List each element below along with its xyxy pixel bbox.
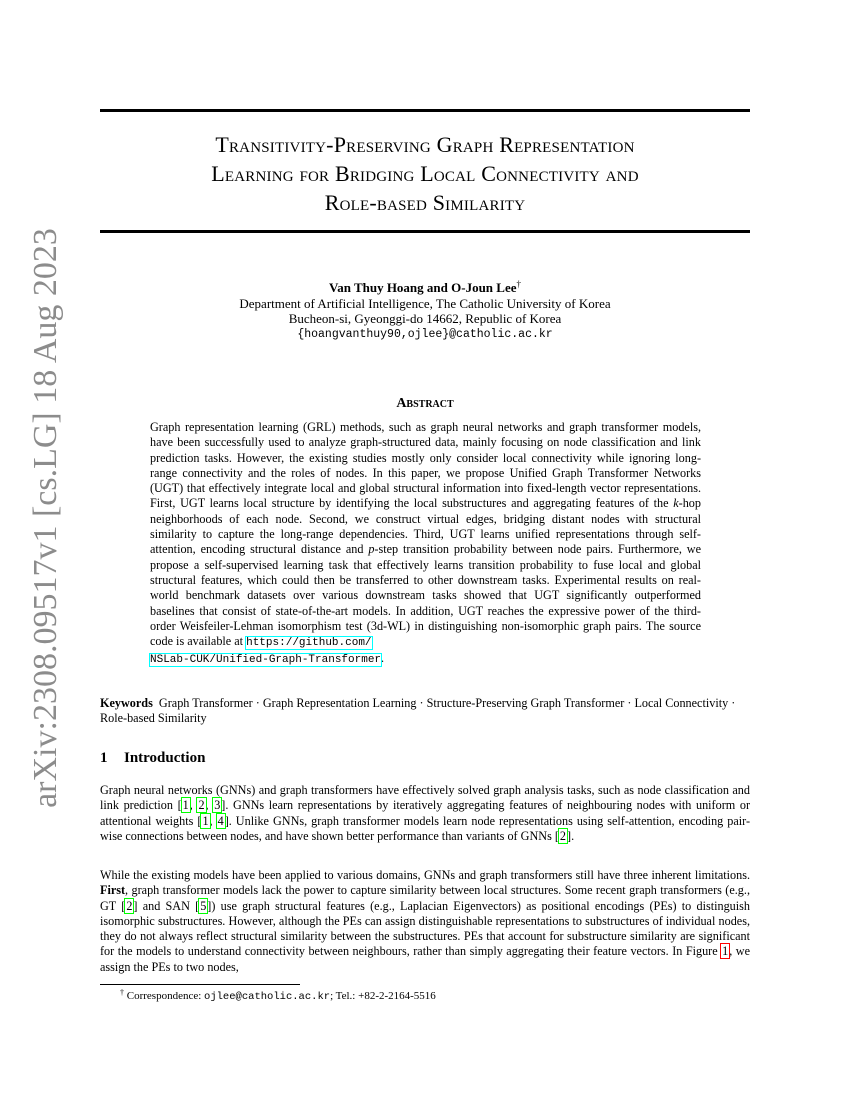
footnote-text-1: Correspondence: — [124, 990, 205, 1002]
section-heading — [100, 750, 205, 767]
title-line-3: Role-based Similarity — [324, 190, 526, 215]
citation-link[interactable]: 3 — [214, 798, 221, 813]
p2-bold-first: First — [100, 883, 126, 898]
footnote-rule — [100, 984, 300, 985]
keywords-label-rest: eywords — [109, 696, 153, 710]
abstract-body — [150, 420, 701, 669]
citation-link[interactable]: 1 — [202, 813, 209, 828]
footnote-mark: † — [120, 988, 124, 997]
intro-paragraph-1: Graph neural networks (GNNs) and graph transformers have effectively solved graph analysis tasks, such as node classification and link prediction [1, 2, 3]. GNNs learn representations by iteratively aggregating features of neighbouring nodes with uniform or attentional weights [1, 4]. Unlike GNNs, graph transformer models learn node representations using self-attention, encoding pair-wise connections between nodes, and have shown better performance than variants of GNNs [2]. — [100, 783, 751, 843]
math-k: k — [673, 496, 679, 511]
arxiv-identifier: arXiv:2308.09517v1 [cs.LG] 18 Aug 2023 — [27, 228, 64, 808]
p2-text-3: and SAN — [137, 898, 196, 913]
title-line-2: Learning for Bridging Local Connectivity and — [211, 161, 639, 186]
abstract-text-3: -step transition probability between node pairs. Furthermore, we propose a self-supervised learning task that effectively learns transition probability to fuse local and global structural features, which could then be transferred to other downstream tasks. Experimental results on real-world benchmark datasets over various downstream tasks showed that UGT significantly outperformed baselines that consist of state-of-the-art models. In addition, UGT reaches the expressive power of the third-order Weisfeiler-Lehman isomorphism test (3d-WL) in distinguishing non-isomorphic graph pairs. The source code is available at — [150, 542, 702, 649]
abstract-text-2: -hop neighborhoods of each node. Second, we construct virtual edges, bridging distant nodes with structural similarity to capture the long-range dependencies. Third, UGT learns unified representations through self-attention, encoding structural distance and — [150, 496, 701, 557]
figure-link[interactable]: 1 — [722, 944, 729, 959]
citation-link[interactable]: 1 — [182, 798, 189, 813]
abstract-text-4: . — [381, 651, 385, 666]
abstract-text-1: Graph representation learning (GRL) methods, such as graph neural networks and graph transformer models, have been successfully used to analyze graph-structured data, mainly focusing on node classification and link prediction tasks. However, the existing studies mostly only consider local connectivity while ignoring long-range connectivity and the roles of nodes. In this paper, we propose Unified Graph Transformer Networks (UGT) that effectively integrate local and global structural information into fixed-length vector representations. First, UGT learns local structure by identifying the local substructures and aggregating features of the — [150, 420, 701, 511]
footnote-email: ojlee@catholic.ac.kr — [204, 991, 331, 1003]
source-code-link-part-1[interactable]: https://github.com/ — [246, 637, 372, 650]
author-names-text: Van Thuy Hoang and O-Joun Lee — [329, 280, 517, 295]
section-number: 1 — [100, 750, 108, 766]
keywords — [100, 696, 750, 727]
title-line-1: Transitivity-Preserving Graph Representation — [215, 132, 635, 157]
keywords-text: Graph Transformer · Graph Representation Learning · Structure-Preserving Graph Transformer · Local Connectivity · Role-based Similarity — [100, 696, 736, 726]
p2-text-5: , we assign the PEs to two nodes, — [100, 944, 750, 974]
citation-link[interactable]: 2 — [559, 828, 567, 843]
p1-text-1: Graph neural networks (GNNs) and graph transformers have effectively solved graph analysis tasks, such as node classification and link prediction — [100, 783, 750, 813]
abstract-heading: Abstract — [396, 396, 454, 411]
section-title: Introduction — [124, 750, 206, 766]
math-p: p — [368, 542, 375, 557]
footnote — [120, 989, 436, 1004]
source-code-link-part-2[interactable]: NSLab-CUK/Unified-Graph-Transformer — [150, 654, 382, 667]
p2-text-2: , graph transformer models lack the power to capture similarity between local structures. Some recent graph transformers (e.g., GT — [100, 883, 750, 913]
title-rule-bottom — [100, 230, 750, 233]
author-email: {hoangvanthuy90,ojlee}@catholic.ac.kr — [297, 327, 553, 341]
p2-text-4: ) use graph structural features (e.g., Laplacian Eigenvectors) as positional encodings (PEs) to distinguish isomorphic substructures. However, although the PEs can assign distinguishable representations to substructures of individual nodes, they do not always reflect structural similarity between the substructures. PEs that account for substructure similarity are significant for the models to understand connectivity between neighbours, rather than simply aggregating their feature vectors. In Figure — [100, 898, 750, 959]
keywords-label — [100, 696, 153, 710]
paper-title — [100, 130, 750, 217]
intro-paragraph-2: While the existing models have been applied to various domains, GNNs and graph transformers still have three inherent limitations. First, graph transformer models lack the power to capture similarity between local structures. Some recent graph transformers (e.g., GT [2] and SAN [5]) use graph structural features (e.g., Laplacian Eigenvectors) as positional encodings (PEs) to distinguish isomorphic substructures. However, although the PEs can assign distinguishable representations to substructures of individual nodes, they do not always reflect structural similarity between the substructures. PEs that account for substructure similarity are significant for the models to understand connectivity between neighbours, rather than simply aggregating their feature vectors. In Figure 1, we assign the PEs to two nodes, — [100, 868, 750, 974]
keywords-label-k: K — [100, 696, 110, 710]
p2-text-1: While the existing models have been applied to various domains, GNNs and graph transformers still have three inherent limitations. — [100, 868, 750, 882]
footnote-text-2: ; Tel.: +82-2-2164-5516 — [330, 990, 436, 1002]
author-block — [100, 280, 750, 342]
citation-link[interactable]: 5 — [200, 898, 207, 913]
title-rule-top — [100, 109, 750, 112]
citation-link[interactable]: 4 — [217, 813, 224, 828]
arxiv-stamp — [16, 228, 76, 808]
p1-text-3: . Unlike GNNs, graph transformer models learn node representations using self-attention, encoding pair-wise connections between nodes, and have shown better performance than variants of GNNs — [100, 813, 751, 843]
affiliation-line-1: Department of Artificial Intelligence, The Catholic University of Korea — [239, 295, 611, 311]
author-names — [100, 280, 750, 296]
citation-link[interactable]: 2 — [198, 798, 205, 813]
citation-link[interactable]: 2 — [126, 898, 133, 913]
p1-text-4: . — [571, 828, 575, 843]
dagger-mark: † — [516, 279, 521, 289]
p1-text-2: . GNNs learn representations by iteratively aggregating features of neighbouring nodes with uniform or attentional weights — [100, 798, 751, 828]
affiliation-line-2: Bucheon-si, Gyeonggi-do 14662, Republic of Korea — [288, 311, 562, 326]
